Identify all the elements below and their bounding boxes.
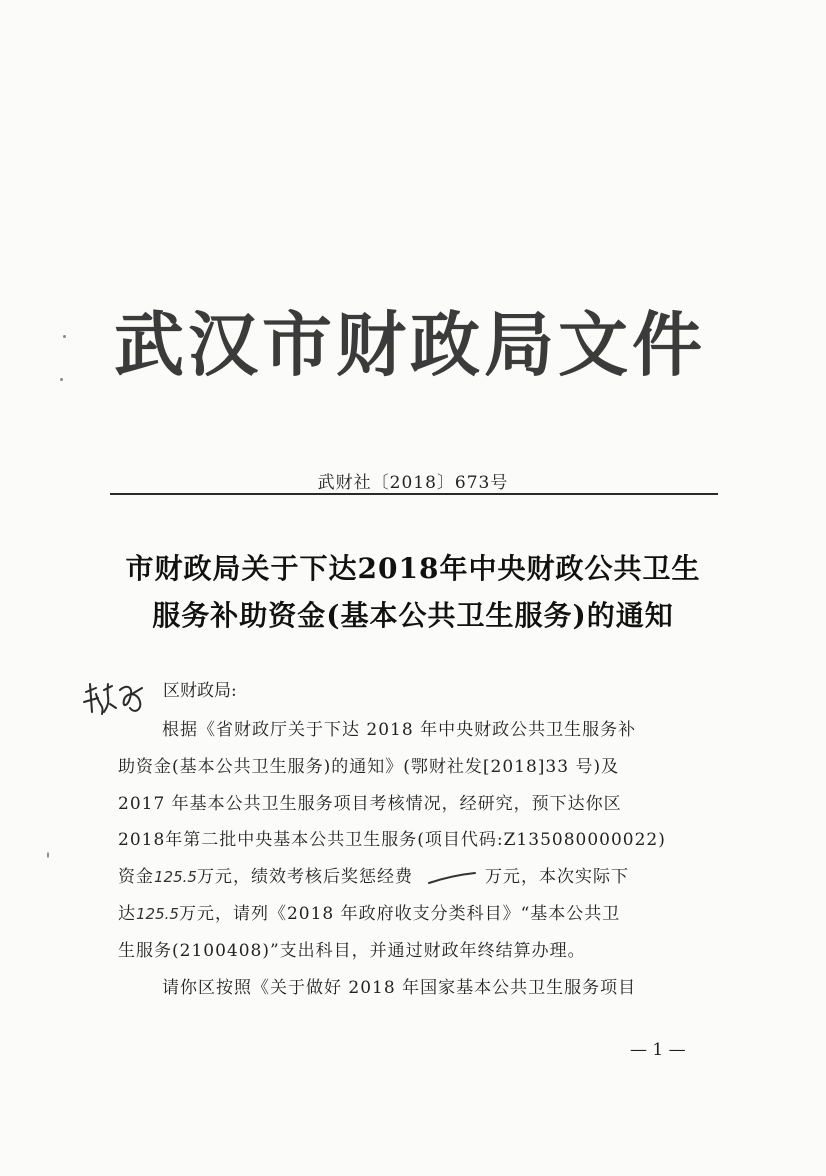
page-number: — 1 — (630, 1040, 686, 1060)
body-text: 万元，本次实际下 (484, 867, 629, 888)
body-line: 请你区按照《关于做好 2018 年国家基本公共卫生服务项目 (162, 977, 637, 998)
header-divider (110, 493, 718, 495)
body-line: 2017 年基本公共卫生服务项目考核情况，经研究，预下达你区 (118, 793, 622, 814)
handwritten-amount: 125.5 (154, 868, 197, 887)
handwritten-dash-icon (427, 871, 477, 885)
body-text: 资金 (118, 867, 154, 888)
body-text: 达 (118, 903, 136, 924)
body-line: 根据《省财政厅关于下达 2018 年中央财政公共卫生服务补 (162, 720, 637, 740)
body-text: 万元，请列《2018 年政府收支分类科目》“基本公共卫 (178, 903, 621, 924)
body-text: 万元，绩效考核后奖惩经费 (196, 867, 413, 888)
scan-speck (63, 335, 66, 338)
notice-title-line-1: 市财政局关于下达2018年中央财政公共卫生 (125, 552, 701, 585)
notice-body (118, 712, 718, 1006)
body-line: 2018年第二批中央基本公共卫生服务(项目代码:Z135080000022) (118, 830, 666, 851)
salutation: 区财政局: (163, 681, 237, 701)
notice-title-line-2: 服务补助资金(基本公共卫生服务)的通知 (152, 599, 674, 632)
body-line: 生服务(2100408)”支出科目，并通过财政年终结算办理。 (118, 940, 586, 961)
body-line-amount (118, 896, 718, 933)
document-header-title: 武汉市财政局文件 (114, 304, 706, 386)
body-line-amount (118, 859, 718, 896)
handwritten-amount: 125.5 (136, 904, 179, 923)
scan-speck (47, 852, 49, 858)
document-number: 武财社〔2018〕673号 (317, 473, 509, 493)
body-line: 助资金(基本公共卫生服务)的通知》(鄂财社发[2018]33 号)及 (118, 756, 620, 777)
notice-title (0, 545, 826, 639)
scan-speck (60, 378, 63, 381)
